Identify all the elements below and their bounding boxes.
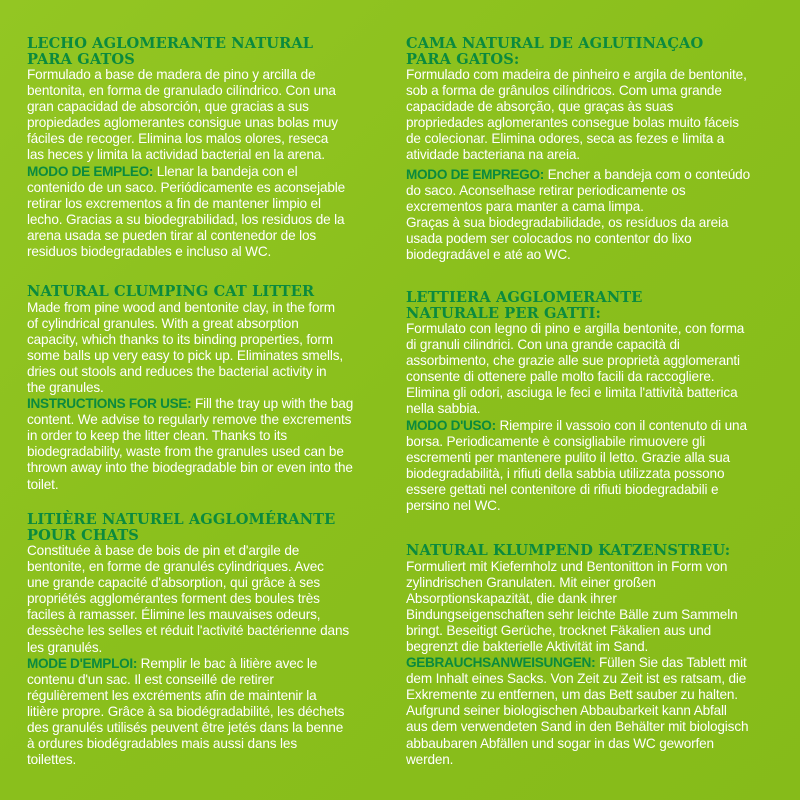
instructions-text: Encher a bandeja com o conteúdo do saco. Aconselhase retirar periodicamente os excrementos para manter a cama limpa. Graças à sua biodegradabilidade, os resíduos da areia usada podem ser colocados no contentor do lixo biodegradável e até ao WC. [406, 166, 751, 263]
instructions-label: MODO D'USO: [406, 417, 496, 433]
section-title: LITIÈRE NATUREL AGGLOMÉRANTE POUR CHATS [27, 511, 336, 544]
instructions-text: Llenar la bandeja con el contenido de un saco. Periódicamente es aconsejable retirar los excrementos a fin de mantener limpio el lecho. Gracias a su biodegrabilidad, los residuos de la arena usada se pueden tirar al contenedor de los residuos biodegradables e incluso al WC. [27, 163, 346, 260]
section-description: Constituée à base de bois de pin et d'argile de bentonite, en forme de granulés cylindriques. Avec une grande capacité d'absorption, qui grâce à ses propriétés agglomérantes forment des boules très faciles à ramasser. Élimine les mauvaises odeurs, dessèche les selles et réduit l'activité bactérienne dans les granulés. [27, 543, 349, 655]
section-french [27, 512, 397, 768]
section-description: Formulato con legno di pino e argilla bentonite, con forma di granuli cilindrici. Con una grande capacità di assorbimento, che grazie alle sue proprietà agglomeranti consente di ottenere palle molto facili da raccogliere. Elimina gli odori, asciuga le feci e limita l'attività batterica nella sabbia. [406, 321, 745, 417]
section-instructions [27, 396, 397, 493]
section-title: NATURAL KLUMPEND KATZENSTREU: [406, 542, 731, 559]
instructions-text: Riempire il vassoio con il contenuto di una borsa. Periodicamente è consigliabile rimuovere gli escrementi per mantenere pulito il letto. Grazie alla sua biodegradabilità, i rifiuti della sabbia utilizzata possono essere gettati nel contenitore di rifiuti biodegradabili e persino nel WC. [406, 417, 747, 514]
section-instructions [406, 655, 796, 768]
section-description: Formuliert mit Kiefernholz und Bentonitton in Form von zylindrischen Granulaten. Mit einer großen Absorptionskapazität, die dank ihrer Bindungseigenschaften sehr leichte Bälle zum Sammeln bringt. Beseitigt Gerüche, trocknet Fäkalien aus und begrenzt die bakterielle Aktivität im Sand. [406, 558, 738, 654]
section-spanish [27, 36, 397, 260]
section-german [406, 543, 796, 768]
section-title: LETTIERA AGGLOMERANTE NATURALE PER GATTI: [406, 289, 643, 322]
instructions-text: Füllen Sie das Tablett mit dem Inhalt eines Sacks. Von Zeit zu Zeit ist es ratsam, die Exkremente zu entfernen, um das Bett sauber zu halten. Aufgrund seiner biologischen Abbaubarkeit kann Abfall aus dem verwendeten Sand in den Behälter mit biologisch abbaubaren Abfällen und sogar in das WC geworfen werden. [406, 655, 749, 767]
instructions-label: MODO DE EMPLEO: [27, 163, 154, 179]
section-portuguese [406, 36, 796, 263]
section-title: CAMA NATURAL DE AGLUTINAÇAO PARA GATOS: [406, 35, 704, 68]
section-title: NATURAL CLUMPING CAT LITTER [27, 283, 315, 300]
instructions-label: MODO DE EMPREGO: [406, 166, 544, 182]
section-description: Formulado a base de madera de pino y arcilla de bentonita, en forma de granulado cilíndrico. Con una gran capacidad de absorción, que gracias a sus propiedades aglomerantes consigue unas bolas muy fáciles de recoger. Elimina los malos olores, reseca las heces y limita la actividad bacterial en la arena. [27, 67, 338, 163]
section-italian [406, 290, 796, 514]
section-english [27, 284, 397, 493]
instructions-text: Fill the tray up with the bag content. We advise to regularly remove the excrements in order to keep the litter clean. Thanks to its biodegradability, waste from the granules used can be thrown away into the biodegradable bin or even into the toilet. [27, 396, 354, 492]
instructions-label: GEBRAUCHSANWEISUNGEN: [406, 655, 596, 671]
instructions-label: MODE D'EMPLOI: [27, 655, 138, 671]
section-instructions [27, 656, 397, 769]
section-instructions [406, 418, 796, 515]
instructions-text: Remplir le bac à litière avec le contenu d'un sac. Il est conseillé de retirer régulièrement les excréments afin de maintenir la litière propre. Grâce à sa biodégradabilité, les déchets des granulés utilisés peuvent être jetés dans la benne à ordures biodégradables mais aussi dans les toilettes. [27, 655, 345, 768]
section-description: Formulado com madeira de pinheiro e argila de bentonite, sob a forma de grânulos cilíndricos. Com uma grande capacidade de absorção, que graças às suas propriedades aglomerantes consegue bolas muito fáceis de colecionar. Elimina odores, seca as fezes e limita a atividade bacteriana na areia. [406, 67, 747, 163]
section-description: Made from pine wood and bentonite clay, in the form of cylindrical granules. With a great absorption capacity, which thanks to its binding properties, form some balls up very easy to pick up. Eliminates smells, dries out stools and reduces the bacterial activity in the granules. [27, 299, 344, 395]
section-title: LECHO AGLOMERANTE NATURAL PARA GATOS [27, 35, 314, 68]
section-instructions [27, 164, 397, 261]
section-instructions [406, 167, 796, 264]
instructions-label: INSTRUCTIONS FOR USE: [27, 396, 192, 412]
